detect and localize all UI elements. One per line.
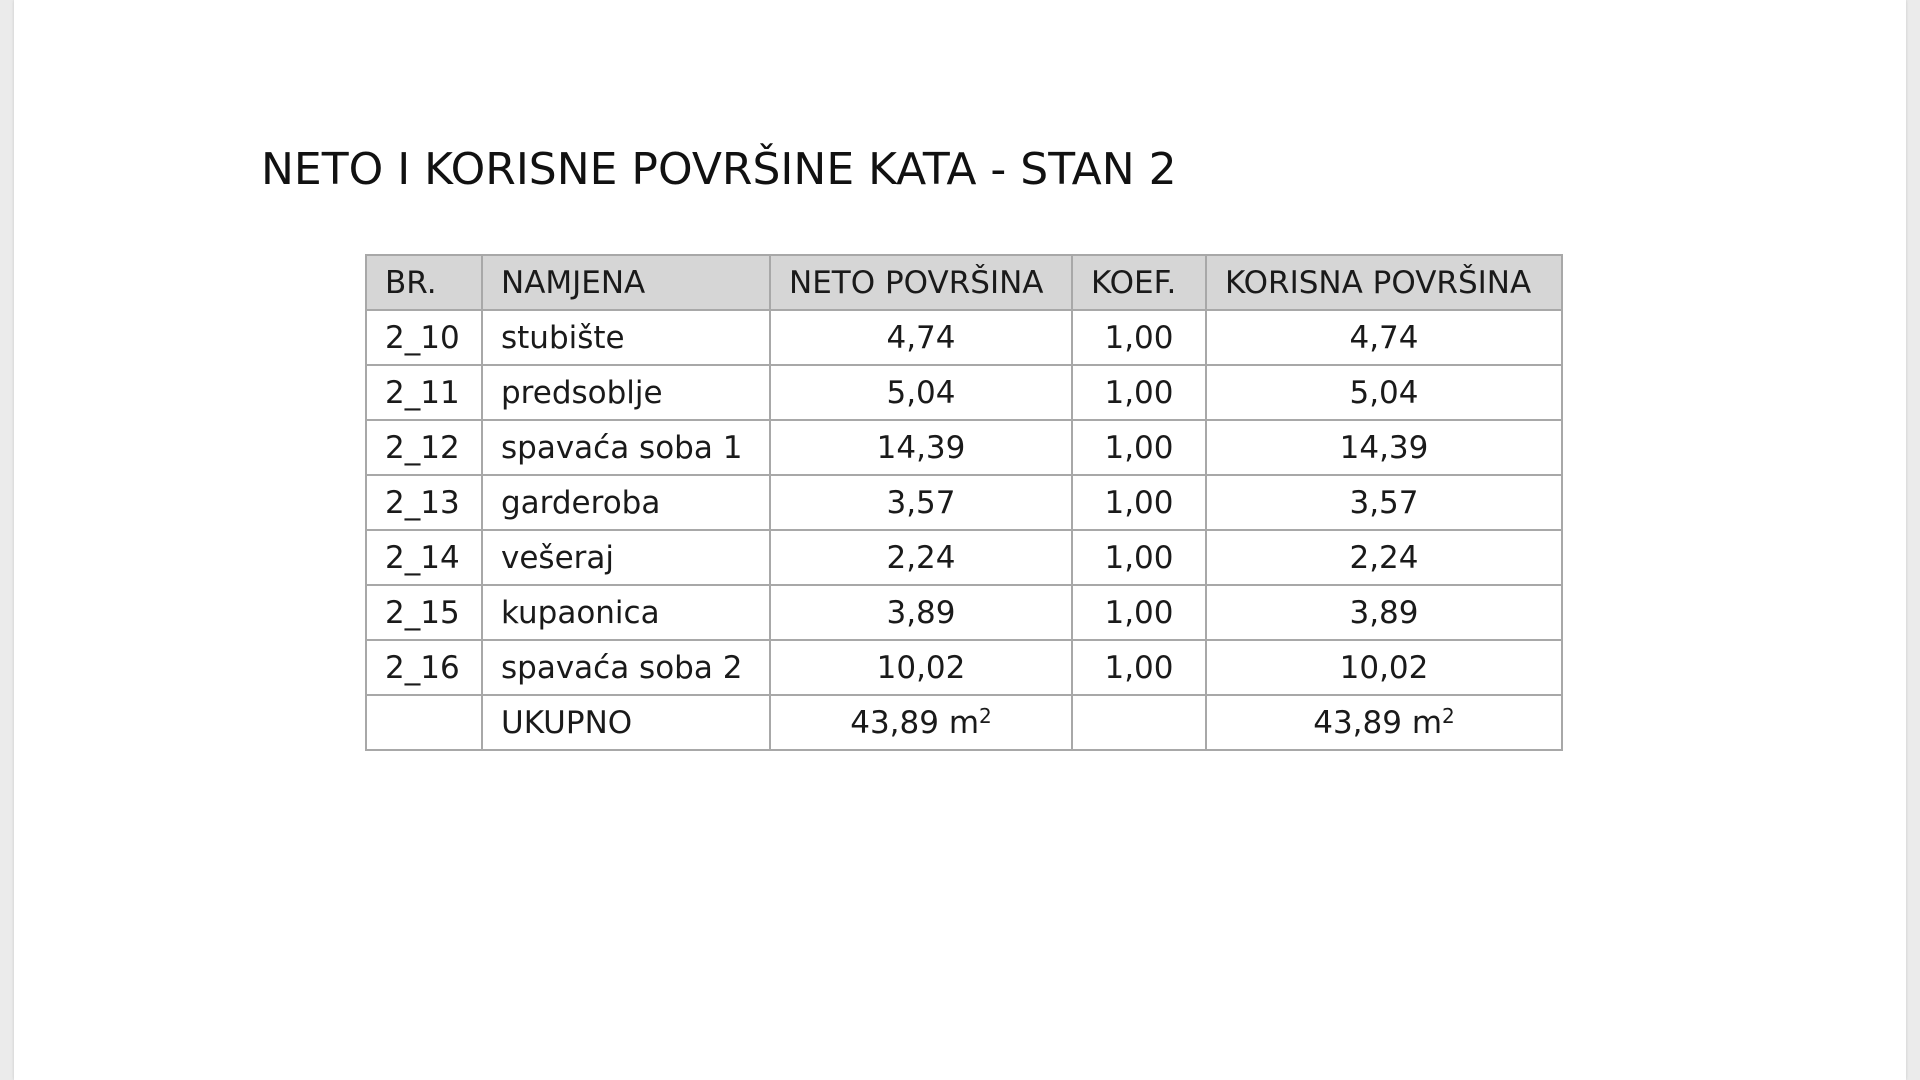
cell-namjena: predsoblje: [482, 365, 770, 420]
cell-br: 2_11: [366, 365, 482, 420]
cell-namjena: spavaća soba 1: [482, 420, 770, 475]
unit-superscript: 2: [1442, 704, 1455, 728]
header-namjena: NAMJENA: [482, 255, 770, 310]
cell-namjena: kupaonica: [482, 585, 770, 640]
table-row: [366, 530, 1562, 585]
table-row: [366, 475, 1562, 530]
cell-total-label: UKUPNO: [482, 695, 770, 750]
table-row: [366, 310, 1562, 365]
table-row: [366, 420, 1562, 475]
cell-koef: 1,00: [1072, 640, 1206, 695]
unit-superscript: 2: [979, 704, 992, 728]
cell-korisna: 4,74: [1206, 310, 1562, 365]
cell-neto: 3,89: [770, 585, 1072, 640]
cell-neto: 2,24: [770, 530, 1072, 585]
document-page: [14, 0, 1906, 1080]
cell-koef: 1,00: [1072, 310, 1206, 365]
cell-br: 2_16: [366, 640, 482, 695]
table-header-row: [366, 255, 1562, 310]
table-row: [366, 365, 1562, 420]
total-korisna-value: 43,89 m: [1313, 705, 1443, 741]
cell-neto: 4,74: [770, 310, 1072, 365]
cell-korisna: 3,89: [1206, 585, 1562, 640]
cell-br: 2_15: [366, 585, 482, 640]
header-br: BR.: [366, 255, 482, 310]
total-neto-value: 43,89 m: [850, 705, 980, 741]
table-row: [366, 585, 1562, 640]
cell-korisna: 2,24: [1206, 530, 1562, 585]
table-row: [366, 640, 1562, 695]
cell-br: 2_10: [366, 310, 482, 365]
cell-koef: 1,00: [1072, 530, 1206, 585]
cell-korisna: 14,39: [1206, 420, 1562, 475]
cell-korisna: 10,02: [1206, 640, 1562, 695]
cell-koef: 1,00: [1072, 420, 1206, 475]
cell-koef: 1,00: [1072, 585, 1206, 640]
header-korisna-povrsina: KORISNA POVRŠINA: [1206, 255, 1562, 310]
cell-br: 2_13: [366, 475, 482, 530]
cell-namjena: vešeraj: [482, 530, 770, 585]
area-table: [365, 254, 1563, 751]
document-title: NETO I KORISNE POVRŠINE KATA - STAN 2: [261, 144, 1177, 195]
cell-neto: 14,39: [770, 420, 1072, 475]
cell-total-korisna: [1206, 695, 1562, 750]
cell-total-br: [366, 695, 482, 750]
cell-total-neto: [770, 695, 1072, 750]
header-koef: KOEF.: [1072, 255, 1206, 310]
table-header: [366, 255, 1562, 310]
header-neto-povrsina: NETO POVRŠINA: [770, 255, 1072, 310]
cell-neto: 5,04: [770, 365, 1072, 420]
cell-koef: 1,00: [1072, 475, 1206, 530]
cell-br: 2_12: [366, 420, 482, 475]
cell-namjena: stubište: [482, 310, 770, 365]
table-body: [366, 310, 1562, 750]
cell-neto: 3,57: [770, 475, 1072, 530]
cell-namjena: spavaća soba 2: [482, 640, 770, 695]
cell-koef: 1,00: [1072, 365, 1206, 420]
cell-korisna: 3,57: [1206, 475, 1562, 530]
cell-br: 2_14: [366, 530, 482, 585]
cell-total-koef: [1072, 695, 1206, 750]
cell-korisna: 5,04: [1206, 365, 1562, 420]
cell-neto: 10,02: [770, 640, 1072, 695]
cell-namjena: garderoba: [482, 475, 770, 530]
table-total-row: [366, 695, 1562, 750]
